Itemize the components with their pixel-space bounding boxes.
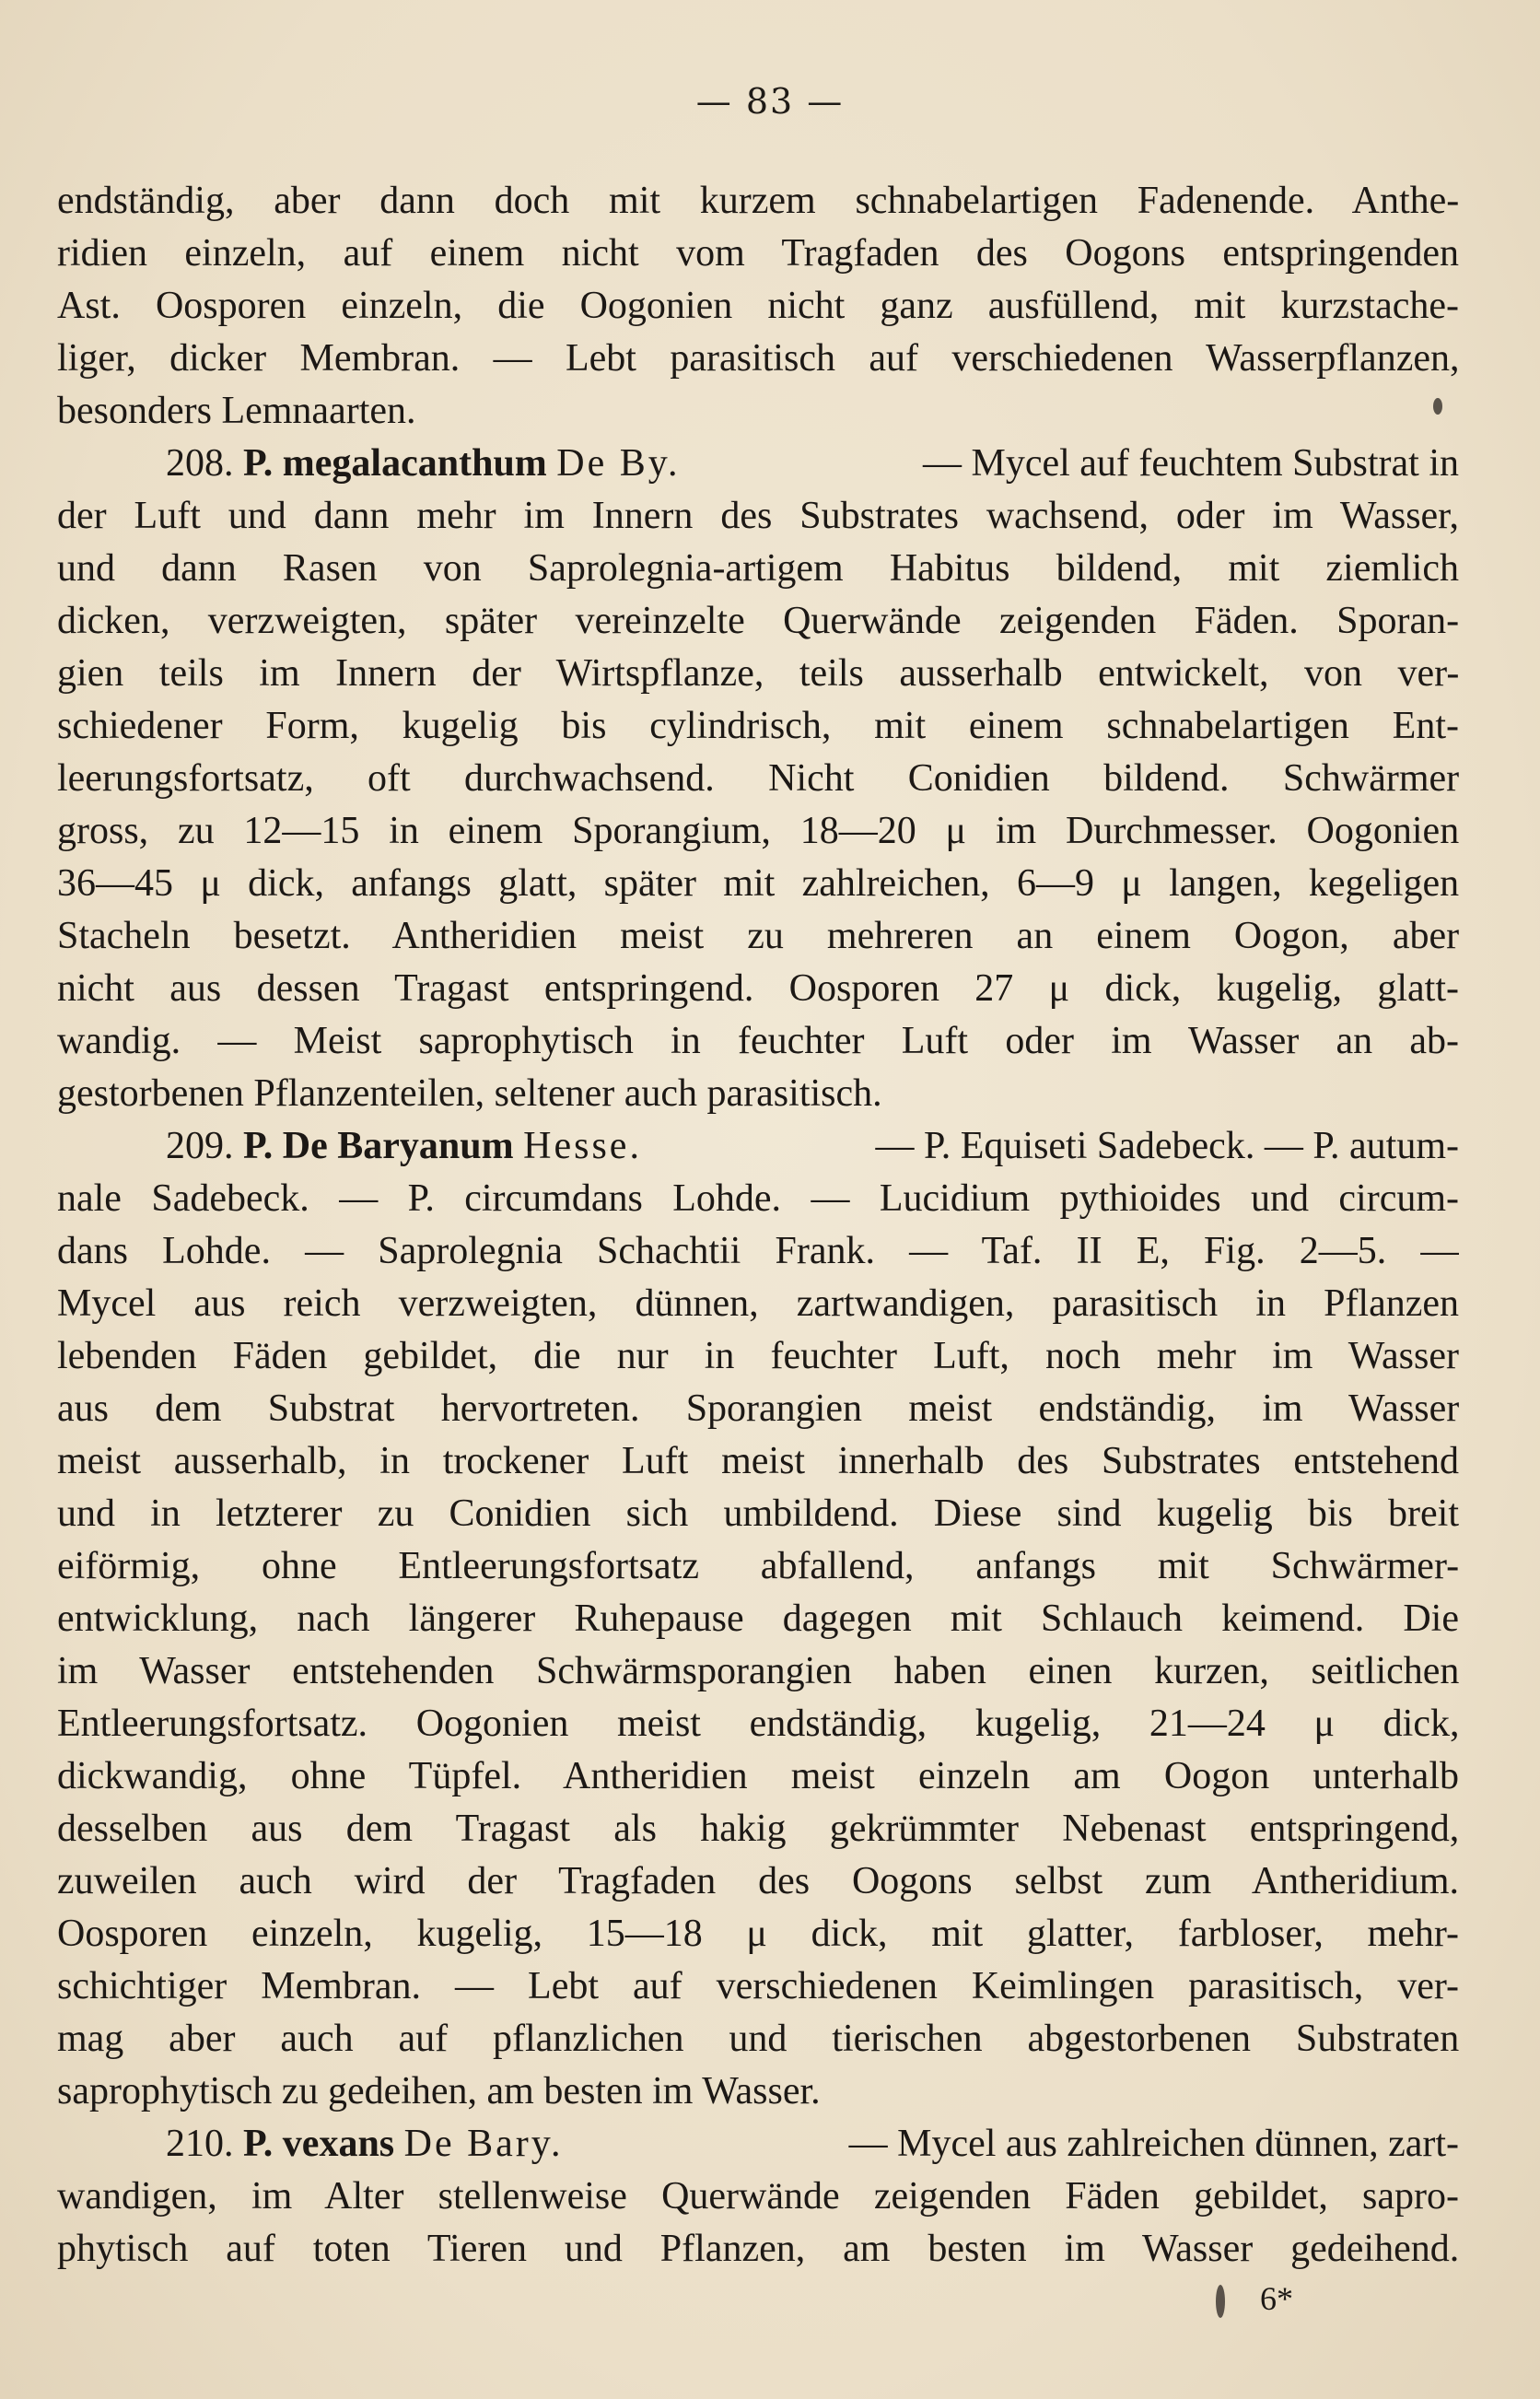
- text-line: leerungsfortsatz, oft durchwachsend. Nicht Conidien bildend. Schwärmer: [57, 757, 1459, 800]
- text-line: aus dem Substrat hervortreten. Sporangien meist endständig, im Wasser: [57, 1387, 1459, 1430]
- printer-signature-mark: 6*: [1260, 2280, 1293, 2317]
- entry-description-start: — Mycel aus zahlreichen dünnen, zart-: [848, 2123, 1459, 2165]
- text-line: saprophytisch zu gedeihen, am besten im Wasser.: [57, 2070, 821, 2112]
- text-line: Stacheln besetzt. Antheridien meist zu mehreren an einem Oogon, aber: [57, 915, 1459, 957]
- text-line: Entleerungsfortsatz. Oogonien meist endständig, kugelig, 21—24 μ dick,: [57, 1703, 1459, 1745]
- text-line: nale Sadebeck. — P. circumdans Lohde. — Lucidium pythioides und circum-: [57, 1177, 1459, 1220]
- entry-head-group: [166, 438, 681, 490]
- species-name: P. De Baryanum: [243, 1125, 514, 1167]
- text-line: mag aber auch auf pflanzlichen und tierischen abgestorbenen Substraten: [57, 2018, 1459, 2060]
- text-line: lebenden Fäden gebildet, die nur in feuchter Luft, noch mehr im Wasser: [57, 1335, 1459, 1377]
- body-text: [57, 175, 1459, 2276]
- text-line: gross, zu 12—15 in einem Sporangium, 18—20 μ im Durchmesser. Oogonien: [57, 810, 1459, 852]
- text-line: entwicklung, nach längerer Ruhepause dagegen mit Schlauch keimend. Die: [57, 1597, 1459, 1640]
- text-line: schiedener Form, kugelig bis cylindrisch, mit einem schnabelartigen Ent-: [57, 705, 1459, 747]
- text-line: phytisch auf toten Tieren und Pflanzen, am besten im Wasser gedeihend.: [57, 2228, 1459, 2270]
- entry-description-start: — Mycel auf feuchtem Substrat in: [922, 442, 1459, 485]
- text-line: liger, dicker Membran. — Lebt parasitisch auf verschiedenen Wasserpflanzen,: [57, 337, 1459, 380]
- text-line: schichtiger Membran. — Lebt auf verschiedenen Keimlingen parasitisch, ver-: [57, 1965, 1459, 2007]
- text-line: nicht aus dessen Tragast entspringend. Oosporen 27 μ dick, kugelig, glatt-: [57, 967, 1459, 1010]
- entry-description-start: — P. Equiseti Sadebeck. — P. autum-: [875, 1125, 1459, 1167]
- text-line: desselben aus dem Tragast als hakig gekrümmter Nebenast entspringend,: [57, 1808, 1459, 1850]
- text-line: der Luft und dann mehr im Innern des Substrates wachsend, oder im Wasser,: [57, 495, 1459, 537]
- species-author: De By.: [556, 442, 681, 485]
- entry-number: 209.: [166, 1125, 234, 1167]
- text-line: Mycel aus reich verzweigten, dünnen, zartwandigen, parasitisch in Pflanzen: [57, 1282, 1459, 1325]
- entry-head-group: [166, 1120, 642, 1173]
- text-line: und dann Rasen von Saprolegnia-artigem Habitus bildend, mit ziemlich: [57, 547, 1459, 590]
- page-number: — 83 —: [695, 81, 845, 122]
- text-line: 36—45 μ dick, anfangs glatt, später mit zahlreichen, 6—9 μ langen, kegeligen: [57, 862, 1459, 905]
- text-line: wandig. — Meist saprophytisch in feuchter Luft oder im Wasser an ab-: [57, 1020, 1459, 1062]
- species-author: Hesse.: [523, 1125, 642, 1167]
- text-line: besonders Lemnaarten.: [57, 390, 416, 432]
- text-line: dicken, verzweigten, später vereinzelte Querwände zeigenden Fäden. Sporan-: [57, 600, 1459, 642]
- species-name: P. megalacanthum: [243, 442, 547, 485]
- text-line: wandigen, im Alter stellenweise Querwände zeigenden Fäden gebildet, sapro-: [57, 2175, 1459, 2218]
- text-line: im Wasser entstehenden Schwärmsporangien haben einen kurzen, seitlichen: [57, 1650, 1459, 1692]
- text-line: ridien einzeln, auf einem nicht vom Tragfaden des Oogons entspringenden: [57, 232, 1459, 275]
- text-line: meist ausserhalb, in trockener Luft meist innerhalb des Substrates entstehend: [57, 1440, 1459, 1482]
- text-line: Oosporen einzeln, kugelig, 15—18 μ dick, mit glatter, farbloser, mehr-: [57, 1913, 1459, 1955]
- entry-number: 208.: [166, 442, 234, 485]
- entry-number: 210.: [166, 2123, 234, 2165]
- species-entry-heading-line: [57, 1120, 1459, 1173]
- text-line: dans Lohde. — Saprolegnia Schachtii Frank. — Taf. II E, Fig. 2—5. —: [57, 1230, 1459, 1272]
- text-line: dickwandig, ohne Tüpfel. Antheridien meist einzeln am Oogon unterhalb: [57, 1755, 1459, 1797]
- entry-head-group: [166, 2118, 564, 2171]
- text-line: Ast. Oosporen einzeln, die Oogonien nicht ganz ausfüllend, mit kurzstache-: [57, 285, 1459, 327]
- species-entry-heading-line: [57, 438, 1459, 490]
- ink-blot-icon: [1216, 2285, 1225, 2318]
- ink-blot-icon: [1433, 398, 1442, 415]
- species-name: P. vexans: [243, 2123, 395, 2165]
- text-line: eiförmig, ohne Entleerungsfortsatz abfallend, anfangs mit Schwärmer-: [57, 1545, 1459, 1587]
- text-line: endständig, aber dann doch mit kurzem schnabelartigen Fadenende. Anthe-: [57, 180, 1459, 222]
- text-line: gestorbenen Pflanzenteilen, seltener auch parasitisch.: [57, 1072, 882, 1115]
- text-line: und in letzterer zu Conidien sich umbildend. Diese sind kugelig bis breit: [57, 1492, 1459, 1535]
- text-line: zuweilen auch wird der Tragfaden des Oogons selbst zum Antheridium.: [57, 1860, 1459, 1902]
- species-author: De Bary.: [403, 2123, 564, 2165]
- text-line: gien teils im Innern der Wirtspflanze, teils ausserhalb entwickelt, von ver-: [57, 652, 1459, 695]
- species-entry-heading-line: [57, 2118, 1459, 2171]
